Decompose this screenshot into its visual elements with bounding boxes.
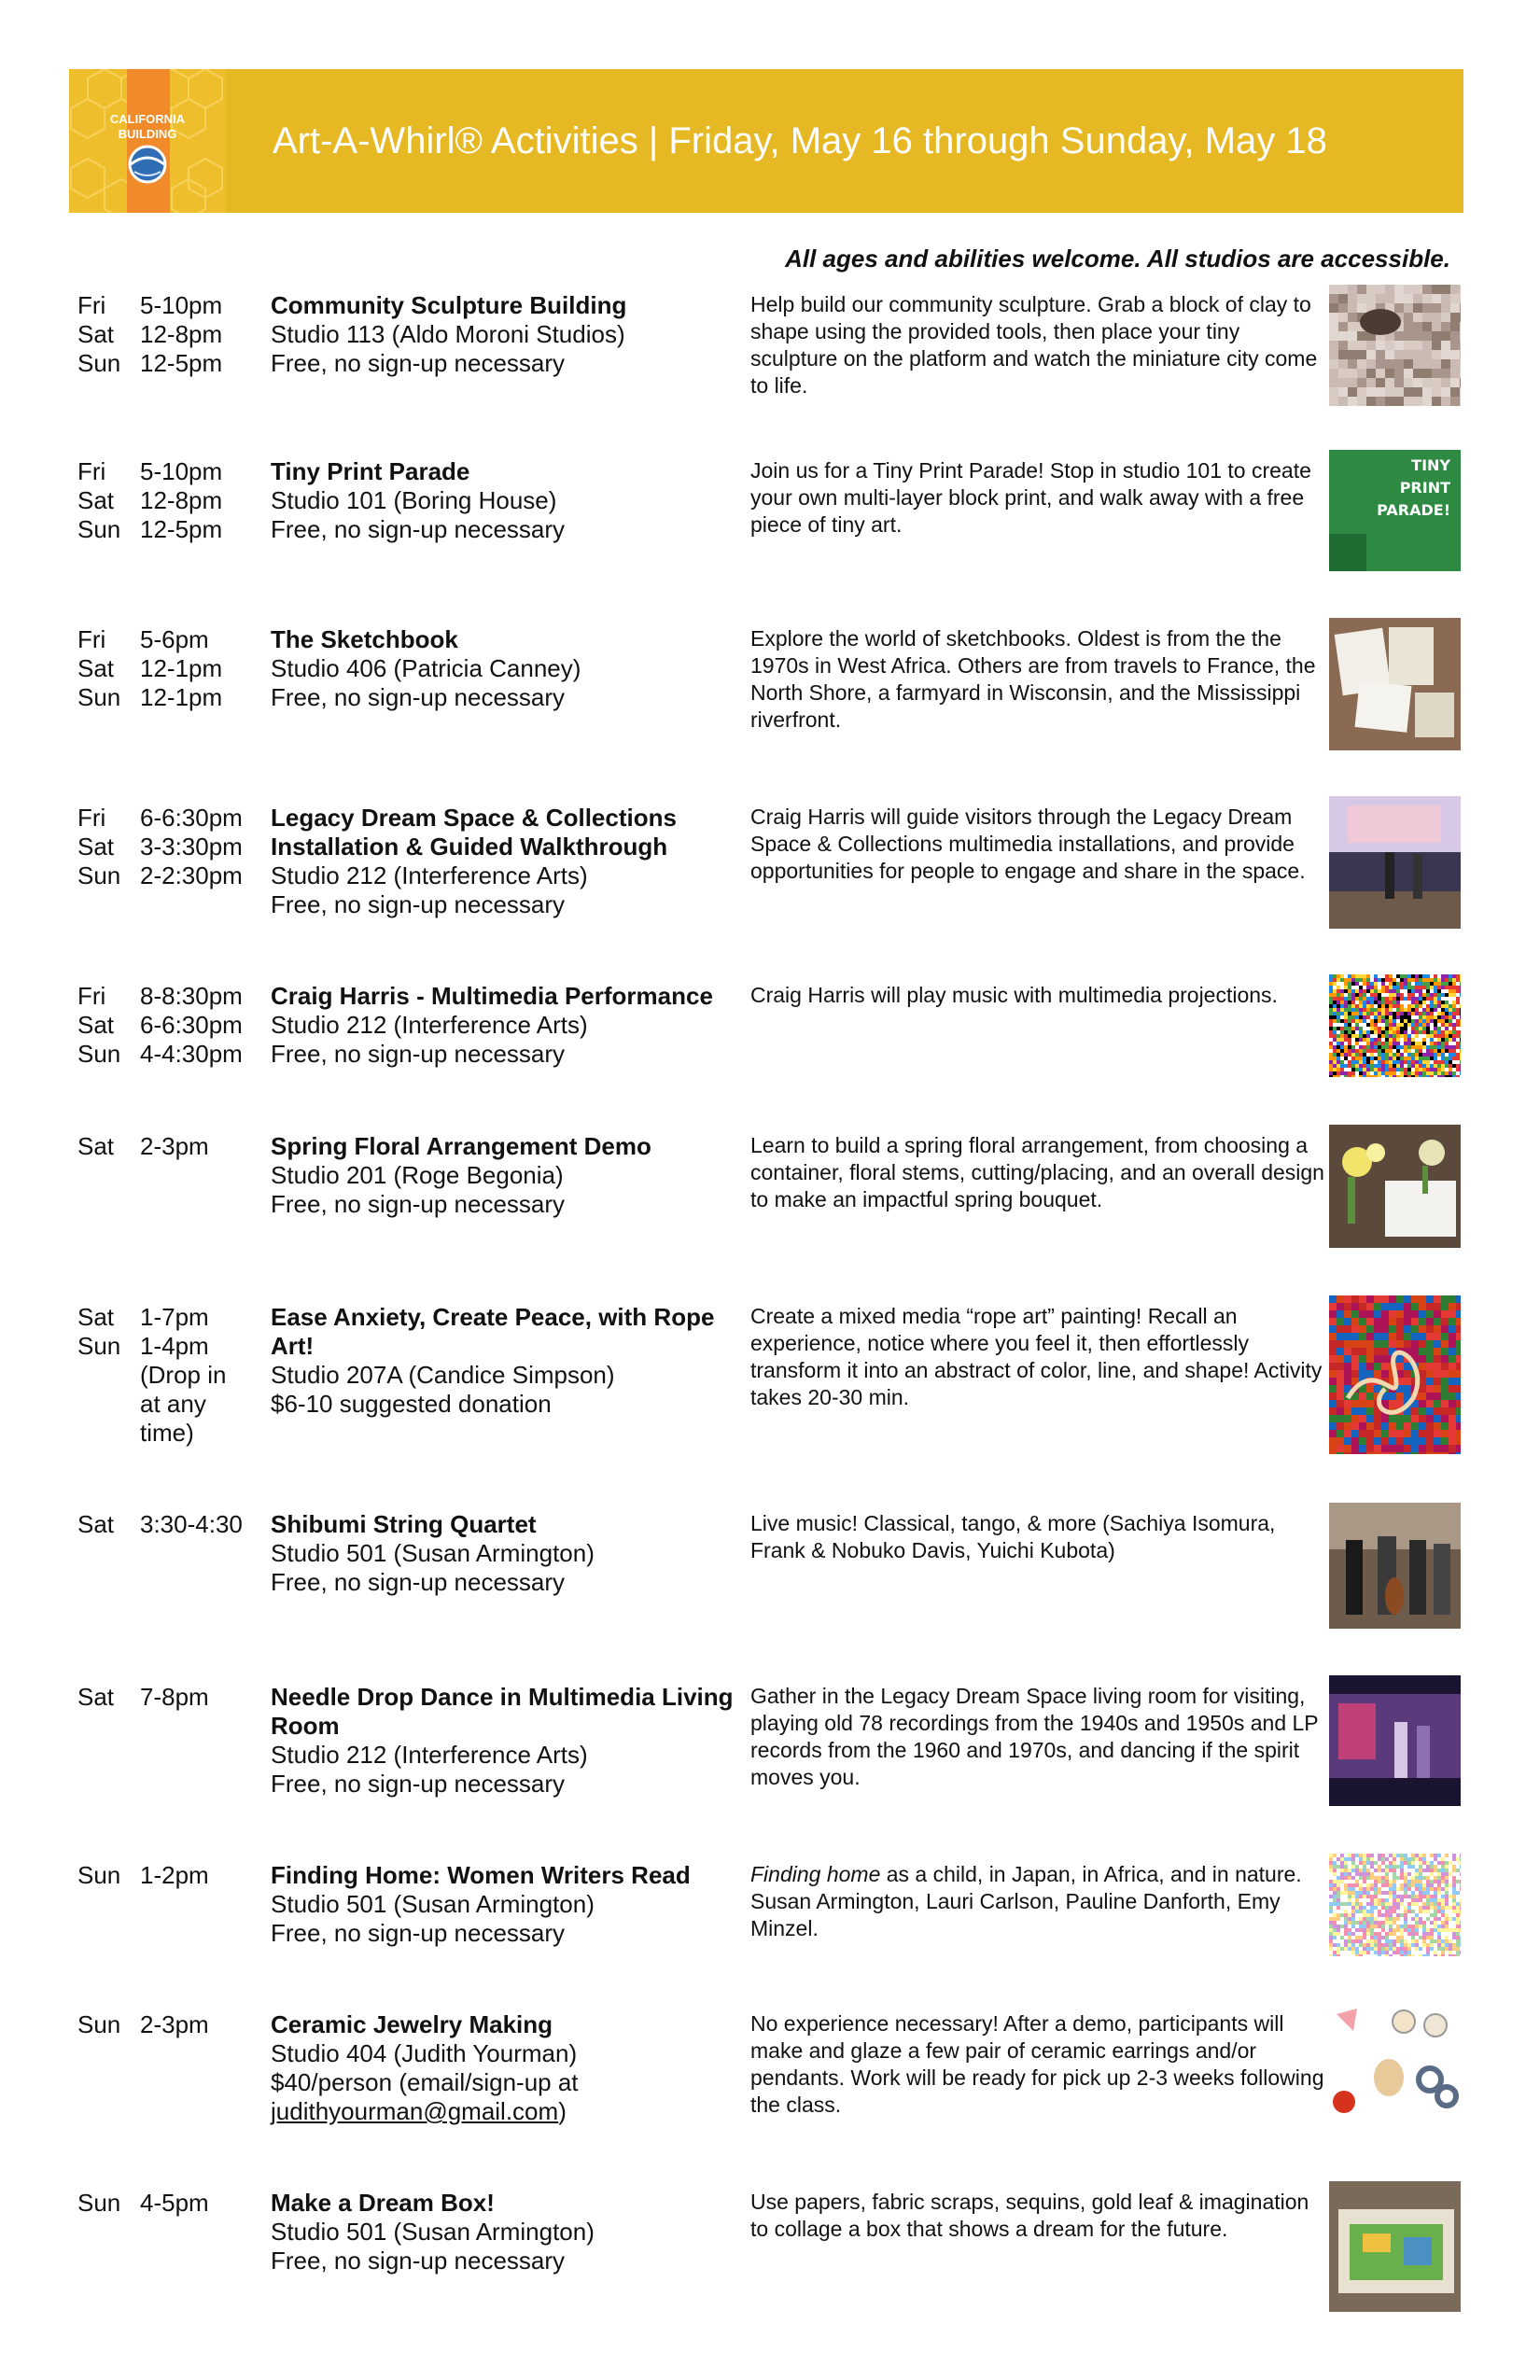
schedule-time: 5-10pm [140, 291, 223, 319]
schedule-time: time) [140, 1419, 194, 1447]
event-info [271, 1303, 742, 1419]
schedule-row [77, 515, 264, 544]
description-text: as a child, in Japan, in Africa, and in nature. Susan Armington, Lauri Carlson, Pauline Danforth, Emy Minzel. [750, 1862, 1302, 1940]
description-text: Join us for a Tiny Print Parade! Stop in studio 101 to create your own multi-layer block print, and walk away with a free piece of tiny art. [750, 458, 1311, 537]
event-cost: $6-10 suggested donation [271, 1390, 552, 1418]
event-description [750, 457, 1329, 539]
signup-email-line [271, 2097, 742, 2126]
schedule-day: Sun [77, 1040, 121, 1068]
schedule-time: 5-10pm [140, 457, 223, 485]
schedule-row [77, 320, 264, 349]
description-text: Explore the world of sketchbooks. Oldest is from the the 1970s in West Africa. Others are from travels to France, the North Shore, a farmyard in Wisconsin, and the Mississippi riverfront. [750, 626, 1316, 732]
schedule-time: 1-7pm [140, 1303, 209, 1331]
schedule-day [77, 1361, 140, 1390]
schedule-day: Sat [77, 1510, 115, 1538]
event-info [271, 625, 742, 712]
event-cost: Free, no sign-up necessary [271, 683, 566, 711]
schedule-time: 4-5pm [140, 2189, 209, 2217]
installation-room-photo [1329, 796, 1461, 929]
event-title: Craig Harris - Multimedia Performance [271, 982, 713, 1010]
event-cost: Free, no sign-up necessary [271, 1568, 566, 1596]
floral-arrangement-photo [1329, 1125, 1461, 1248]
event-info [271, 1132, 742, 1219]
event-title: Ease Anxiety, Create Peace, with Rope Art! [271, 1303, 715, 1360]
event-description [750, 1510, 1329, 1564]
schedule-row [77, 861, 264, 890]
schedule-day: Sun [77, 515, 121, 543]
event-description [750, 804, 1329, 885]
schedule-day: Sun [77, 2010, 121, 2038]
description-text: Create a mixed media “rope art” painting! Recall an experience, notice where you feel it, then effortlessly transform it into an abstract of color, line, and shape! Activity takes 20-30 min. [750, 1304, 1323, 1409]
clay-sculpture-photo [1329, 285, 1461, 406]
description-text: No experience necessary! After a demo, participants will make and glaze a few pair of ceramic earrings and/or pendants. Work will be ready for pick up 2-3 weeks following the class. [750, 2011, 1324, 2117]
event-schedule [77, 625, 264, 712]
signup-email-link[interactable]: judithyourman@gmail.com [271, 2097, 559, 2125]
event-studio: Studio 201 (Roge Begonia) [271, 1161, 564, 1189]
schedule-row [77, 804, 264, 833]
event-cost: $40/person (email/sign-up at [271, 2068, 579, 2096]
schedule-time: 8-8:30pm [140, 982, 243, 1010]
schedule-row [77, 349, 264, 378]
schedule-day: Sat [77, 654, 115, 682]
event-studio: Studio 406 (Patricia Canney) [271, 654, 581, 682]
schedule-day: Sat [77, 1303, 115, 1331]
description-text: Learn to build a spring floral arrangement, from choosing a container, floral stems, cutting/placing, and an overall design to make an impactful spring bouquet. [750, 1133, 1324, 1211]
schedule-day: Sat [77, 1683, 115, 1711]
event-cost: Free, no sign-up necessary [271, 1040, 566, 1068]
dream-box-photo [1329, 2181, 1461, 2312]
schedule-time: 1-4pm [140, 1332, 209, 1360]
schedule-time: 12-8pm [140, 486, 223, 514]
header-banner [69, 69, 1463, 213]
schedule-day [77, 1390, 140, 1419]
schedule-day: Sun [77, 861, 121, 889]
event-title: Finding Home: Women Writers Read [271, 1861, 691, 1889]
schedule-row [77, 2010, 264, 2039]
schedule-day: Sun [77, 2189, 121, 2217]
event-info [271, 2010, 742, 2126]
event-studio: Studio 101 (Boring House) [271, 486, 557, 514]
event-schedule [77, 1132, 264, 1161]
event-description [750, 982, 1329, 1009]
event-info [271, 1861, 742, 1948]
event-info [271, 2189, 742, 2275]
schedule-day: Fri [77, 982, 106, 1010]
schedule-time: 3-3:30pm [140, 833, 243, 861]
schedule-day: Sun [77, 683, 121, 711]
schedule-row [77, 625, 264, 654]
schedule-day: Sun [77, 1861, 121, 1889]
ceramic-jewelry-photo [1329, 2003, 1461, 2134]
schedule-day: Fri [77, 457, 106, 485]
schedule-row [77, 1132, 264, 1161]
event-schedule [77, 2189, 264, 2218]
event-studio: Studio 501 (Susan Armington) [271, 2218, 595, 2246]
schedule-time: 6-6:30pm [140, 1011, 243, 1039]
schedule-day: Fri [77, 804, 106, 832]
event-schedule [77, 804, 264, 890]
event-cost: Free, no sign-up necessary [271, 1919, 566, 1947]
schedule-day [77, 1419, 140, 1448]
schedule-row [77, 1390, 264, 1419]
schedule-time: 3:30-4:30 [140, 1510, 243, 1538]
schedule-row [77, 982, 264, 1011]
schedule-day: Sat [77, 320, 115, 348]
schedule-time: 5-6pm [140, 625, 209, 653]
event-description [750, 1303, 1329, 1411]
tiny-print-parade-poster [1329, 450, 1461, 571]
event-studio: Studio 212 (Interference Arts) [271, 861, 588, 889]
event-studio: Studio 404 (Judith Yourman) [271, 2039, 578, 2067]
event-description [750, 2189, 1329, 2243]
schedule-day: Sat [77, 486, 115, 514]
schedule-time: 2-2:30pm [140, 861, 243, 889]
schedule-row [77, 1361, 264, 1390]
event-title: Tiny Print Parade [271, 457, 470, 485]
svg-text:BUILDING: BUILDING [118, 127, 177, 141]
schedule-day: Sat [77, 1132, 115, 1160]
schedule-time: 12-1pm [140, 683, 223, 711]
event-studio: Studio 113 (Aldo Moroni Studios) [271, 320, 625, 348]
schedule-time: 2-3pm [140, 1132, 209, 1160]
event-cost: Free, no sign-up necessary [271, 2247, 566, 2275]
schedule-row [77, 1332, 264, 1361]
event-schedule [77, 457, 264, 544]
schedule-time: 7-8pm [140, 1683, 209, 1711]
svg-text:PRINT: PRINT [1399, 479, 1450, 497]
event-description [750, 1683, 1329, 1791]
schedule-row [77, 486, 264, 515]
event-info [271, 1510, 742, 1597]
description-text: Gather in the Legacy Dream Space living room for visiting, playing old 78 recordings from the 1940s and 1950s and LP records from the 1960 and 1970s, and dancing if the spirit moves you. [750, 1684, 1319, 1789]
event-title: Legacy Dream Space & Collections Installation & Guided Walkthrough [271, 804, 677, 861]
event-title: The Sketchbook [271, 625, 458, 653]
event-description [750, 291, 1329, 399]
schedule-day: Sun [77, 349, 121, 377]
sketchbooks-photo [1329, 618, 1461, 750]
schedule-time: 12-1pm [140, 654, 223, 682]
event-schedule [77, 291, 264, 378]
schedule-row [77, 833, 264, 861]
schedule-row [77, 2189, 264, 2218]
event-title: Needle Drop Dance in Multimedia Living Room [271, 1683, 734, 1740]
description-emphasis: Finding home [750, 1862, 881, 1886]
svg-text:TINY: TINY [1411, 456, 1450, 474]
schedule-day: Sat [77, 833, 115, 861]
schedule-row [77, 1419, 264, 1448]
event-description [750, 2010, 1329, 2119]
event-cost: Free, no sign-up necessary [271, 515, 566, 543]
schedule-time: 12-5pm [140, 515, 223, 543]
event-schedule [77, 982, 264, 1069]
event-cost: Free, no sign-up necessary [271, 349, 566, 377]
banner-title: Art-A-Whirl® Activities | Friday, May 16 through Sunday, May 18 [273, 120, 1327, 161]
event-studio: Studio 501 (Susan Armington) [271, 1539, 595, 1567]
schedule-row [77, 1683, 264, 1712]
event-description [750, 1861, 1329, 1942]
event-info [271, 804, 742, 919]
svg-text:PARADE!: PARADE! [1377, 501, 1450, 519]
schedule-time: 2-3pm [140, 2010, 209, 2038]
accessibility-tagline: All ages and abilities welcome. All studios are accessible. [785, 245, 1450, 273]
event-title: Community Sculpture Building [271, 291, 627, 319]
schedule-time: 12-5pm [140, 349, 223, 377]
event-title: Shibumi String Quartet [271, 1510, 537, 1538]
event-info [271, 291, 742, 378]
event-schedule [77, 1861, 264, 1890]
event-info [271, 457, 742, 544]
schedule-row [77, 1011, 264, 1040]
signup-email-close: ) [558, 2097, 567, 2125]
event-cost: Free, no sign-up necessary [271, 1190, 566, 1218]
rope-art-painting [1329, 1295, 1461, 1454]
schedule-row [77, 291, 264, 320]
event-schedule [77, 1510, 264, 1539]
schedule-time: 12-8pm [140, 320, 223, 348]
schedule-row [77, 457, 264, 486]
schedule-time: 1-2pm [140, 1861, 209, 1889]
event-title: Ceramic Jewelry Making [271, 2010, 553, 2038]
event-studio: Studio 501 (Susan Armington) [271, 1890, 595, 1918]
schedule-row [77, 1303, 264, 1332]
schedule-day: Sat [77, 1011, 115, 1039]
schedule-row [77, 1510, 264, 1539]
event-info [271, 1683, 742, 1799]
california-building-logo [69, 69, 226, 213]
schedule-row [77, 683, 264, 712]
event-title: Make a Dream Box! [271, 2189, 495, 2217]
schedule-row [77, 654, 264, 683]
event-cost: Free, no sign-up necessary [271, 1770, 566, 1798]
schedule-day: Fri [77, 625, 106, 653]
schedule-day: Fri [77, 291, 106, 319]
schedule-time: 6-6:30pm [140, 804, 243, 832]
event-studio: Studio 212 (Interference Arts) [271, 1011, 588, 1039]
event-description [750, 625, 1329, 734]
event-description [750, 1132, 1329, 1213]
string-quartet-photo [1329, 1503, 1461, 1629]
event-cost: Free, no sign-up necessary [271, 890, 566, 918]
svg-text:CALIFORNIA: CALIFORNIA [109, 112, 186, 126]
event-studio: Studio 212 (Interference Arts) [271, 1741, 588, 1769]
event-title: Spring Floral Arrangement Demo [271, 1132, 651, 1160]
description-text: Craig Harris will guide visitors through the Legacy Dream Space & Collections multimedia installations, and provide opportunities for people to engage and share in the space. [750, 805, 1306, 883]
schedule-day: Sun [77, 1332, 121, 1360]
dance-room-photo [1329, 1675, 1461, 1806]
description-text: Use papers, fabric scraps, sequins, gold leaf & imagination to collage a box that shows a dream for the future. [750, 2190, 1309, 2241]
event-schedule [77, 1683, 264, 1712]
event-studio: Studio 207A (Candice Simpson) [271, 1361, 615, 1389]
multicolor-noise-image [1329, 974, 1461, 1077]
schedule-time: (Drop in [140, 1361, 227, 1389]
description-text: Help build our community sculpture. Grab a block of clay to shape using the provided tools, then place your tiny sculpture on the platform and watch the miniature city come to life. [750, 292, 1318, 398]
event-schedule [77, 2010, 264, 2039]
schedule-time: 4-4:30pm [140, 1040, 243, 1068]
schedule-row [77, 1040, 264, 1069]
description-text: Live music! Classical, tango, & more (Sachiya Isomura, Frank & Nobuko Davis, Yuichi Kubota) [750, 1511, 1276, 1562]
event-info [271, 982, 742, 1069]
event-schedule [77, 1303, 264, 1448]
description-text: Craig Harris will play music with multimedia projections. [750, 983, 1278, 1007]
schedule-row [77, 1861, 264, 1890]
schedule-time: at any [140, 1390, 206, 1418]
pastel-noise-image [1329, 1854, 1461, 1956]
